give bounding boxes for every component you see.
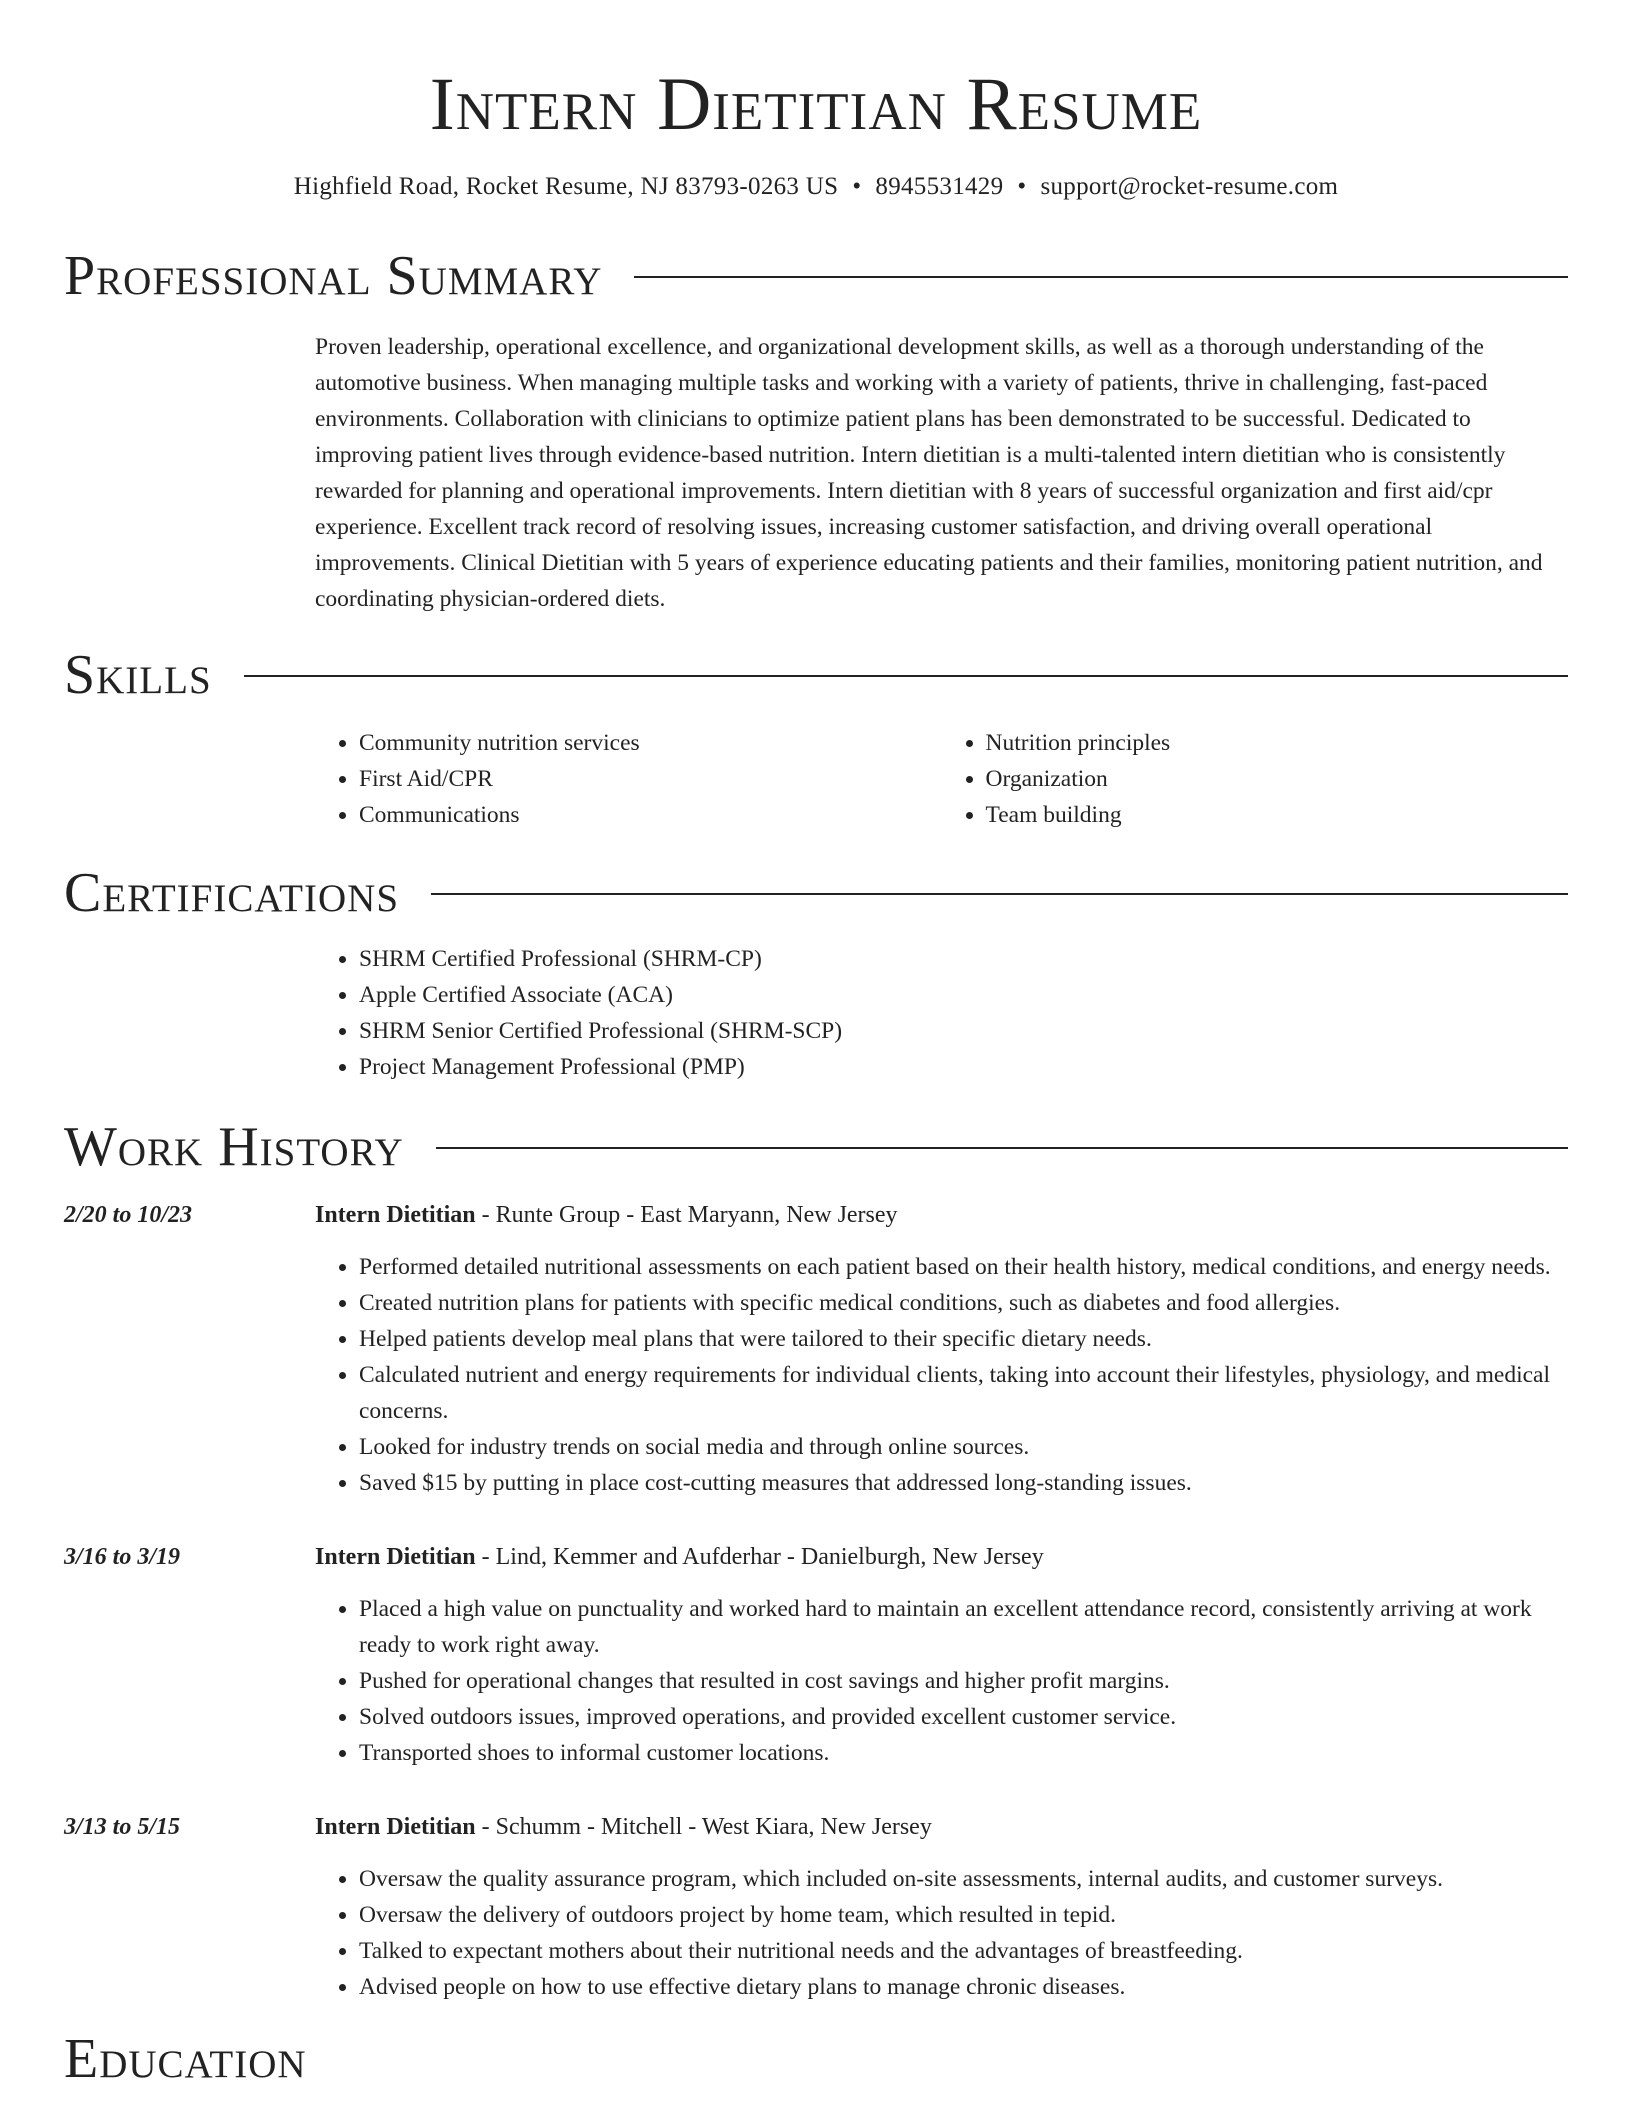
job-heading xyxy=(315,1539,1044,1575)
summary-text: Proven leadership, operational excellence, and organizational development skills, as well as a thorough understanding of the automotive business. When managing multiple tasks and working with a variety of patients, thrive in challenging, fast-paced environments. Collaboration with clinicians to optimize patient plans has been demonstrated to be successful. Dedicated to improving patient lives through evidence-based nutrition. Intern dietitian is a multi-talented intern dietitian who is consistently rewarded for planning and operational improvements. Intern dietitian with 8 years of successful organization and first aid/cpr experience. Excellent track record of resolving issues, increasing customer satisfaction, and driving overall operational improvements. Clinical Dietitian with 5 years of experience educating patients and their families, monitoring patient nutrition, and coordinating physician-ordered diets. xyxy=(315,334,1543,612)
job-bullet: • Calculated nutrient and energy requirements for individual clients, taking into account their lifestyles, physiology, and medical concerns. xyxy=(359,1357,1568,1429)
section-heading: Certifications xyxy=(64,862,400,924)
job-bullet: • Transported shoes to informal customer locations. xyxy=(359,1735,1568,1771)
job-heading xyxy=(315,1809,932,1845)
job-bullet: • Solved outdoors issues, improved operations, and provided excellent customer service. xyxy=(359,1699,1568,1735)
job-bullet: • Saved $15 by putting in place cost-cutting measures that addressed long-standing issues. xyxy=(359,1465,1568,1501)
skill-item: • Team building xyxy=(986,797,1569,833)
job-title: Intern Dietitian xyxy=(315,1544,476,1570)
job-bullets xyxy=(315,1861,1568,2005)
resume-page xyxy=(64,0,1568,2091)
job-bullet: • Performed detailed nutritional assessments on each patient based on their health history, medical conditions, and energy needs. xyxy=(359,1249,1568,1285)
job-bullet: • Advised people on how to use effective dietary plans to manage chronic diseases. xyxy=(359,1969,1568,2005)
job-heading xyxy=(315,1197,898,1233)
job-dates: 3/13 to 5/15 xyxy=(64,1814,181,1840)
skill-item: • Community nutrition services xyxy=(359,725,942,761)
section-heading: Work History xyxy=(64,1116,404,1178)
job-bullet: • Pushed for operational changes that resulted in cost savings and higher profit margins. xyxy=(359,1663,1568,1699)
skill-item: • Nutrition principles xyxy=(986,725,1569,761)
certification-item: • SHRM Senior Certified Professional (SHRM-SCP) xyxy=(359,1013,1568,1049)
job-title: Intern Dietitian xyxy=(315,1814,476,1840)
job-entry xyxy=(64,1809,1568,2005)
job-bullet: • Created nutrition plans for patients with specific medical conditions, such as diabetes and food allergies. xyxy=(359,1285,1568,1321)
summary-section-header xyxy=(64,244,1568,308)
work-history-section-header xyxy=(64,1115,1568,1179)
certification-item: • Apple Certified Associate (ACA) xyxy=(359,977,1568,1013)
job-dates: 3/16 to 3/19 xyxy=(64,1544,181,1570)
section-divider xyxy=(244,675,1568,677)
job-bullet: • Looked for industry trends on social media and through online sources. xyxy=(359,1429,1568,1465)
section-heading: Education xyxy=(64,2028,307,2090)
job-bullet: • Talked to expectant mothers about their nutritional needs and the advantages of breastfeeding. xyxy=(359,1933,1568,1969)
section-divider xyxy=(436,1147,1568,1149)
education-section-header xyxy=(64,2027,1568,2091)
skills-column-left xyxy=(315,725,942,833)
contact-separator: • xyxy=(852,173,862,200)
job-bullet: • Oversaw the quality assurance program, which included on-site assessments, internal audits, and customer surveys. xyxy=(359,1861,1568,1897)
skill-item: • First Aid/CPR xyxy=(359,761,942,797)
contact-phone: 8945531429 xyxy=(875,173,1004,200)
certifications-section-header xyxy=(64,861,1568,925)
section-divider xyxy=(431,893,1568,895)
skills-section-header xyxy=(64,643,1568,707)
skill-item: • Organization xyxy=(986,761,1569,797)
job-bullet: • Helped patients develop meal plans that were tailored to their specific dietary needs. xyxy=(359,1321,1568,1357)
job-dates: 2/20 to 10/23 xyxy=(64,1202,193,1228)
job-title: Intern Dietitian xyxy=(315,1202,476,1228)
certification-item: • Project Management Professional (PMP) xyxy=(359,1049,1568,1085)
section-heading: Skills xyxy=(64,644,212,706)
job-details: - Schumm - Mitchell - West Kiara, New Jersey xyxy=(475,1814,932,1840)
work-history-list xyxy=(64,1197,1568,2005)
job-bullets xyxy=(315,1249,1568,1501)
job-bullet: • Placed a high value on punctuality and worked hard to maintain an excellent attendance record, consistently arriving at work ready to work right away. xyxy=(359,1591,1568,1663)
job-details: - Lind, Kemmer and Aufderhar - Danielburgh, New Jersey xyxy=(475,1544,1044,1570)
job-entry xyxy=(64,1539,1568,1771)
skills-column-right xyxy=(942,725,1569,833)
certifications-list xyxy=(315,941,1568,1085)
job-bullet: • Oversaw the delivery of outdoors project by home team, which resulted in tepid. xyxy=(359,1897,1568,1933)
section-heading: Professional Summary xyxy=(64,245,603,307)
skill-item: • Communications xyxy=(359,797,942,833)
job-details: - Runte Group - East Maryann, New Jersey xyxy=(475,1202,898,1228)
contact-address: Highfield Road, Rocket Resume, NJ 83793-0263 US xyxy=(293,173,839,200)
skills-list xyxy=(315,725,1568,833)
contact-email: support@rocket-resume.com xyxy=(1040,173,1339,200)
section-divider xyxy=(634,276,1568,278)
job-entry xyxy=(64,1197,1568,1501)
contact-line xyxy=(64,172,1568,202)
job-bullets xyxy=(315,1591,1568,1771)
certification-item: • SHRM Certified Professional (SHRM-CP) xyxy=(359,941,1568,977)
resume-title: Intern Dietitian Resume xyxy=(429,63,1203,146)
contact-separator: • xyxy=(1017,173,1027,200)
